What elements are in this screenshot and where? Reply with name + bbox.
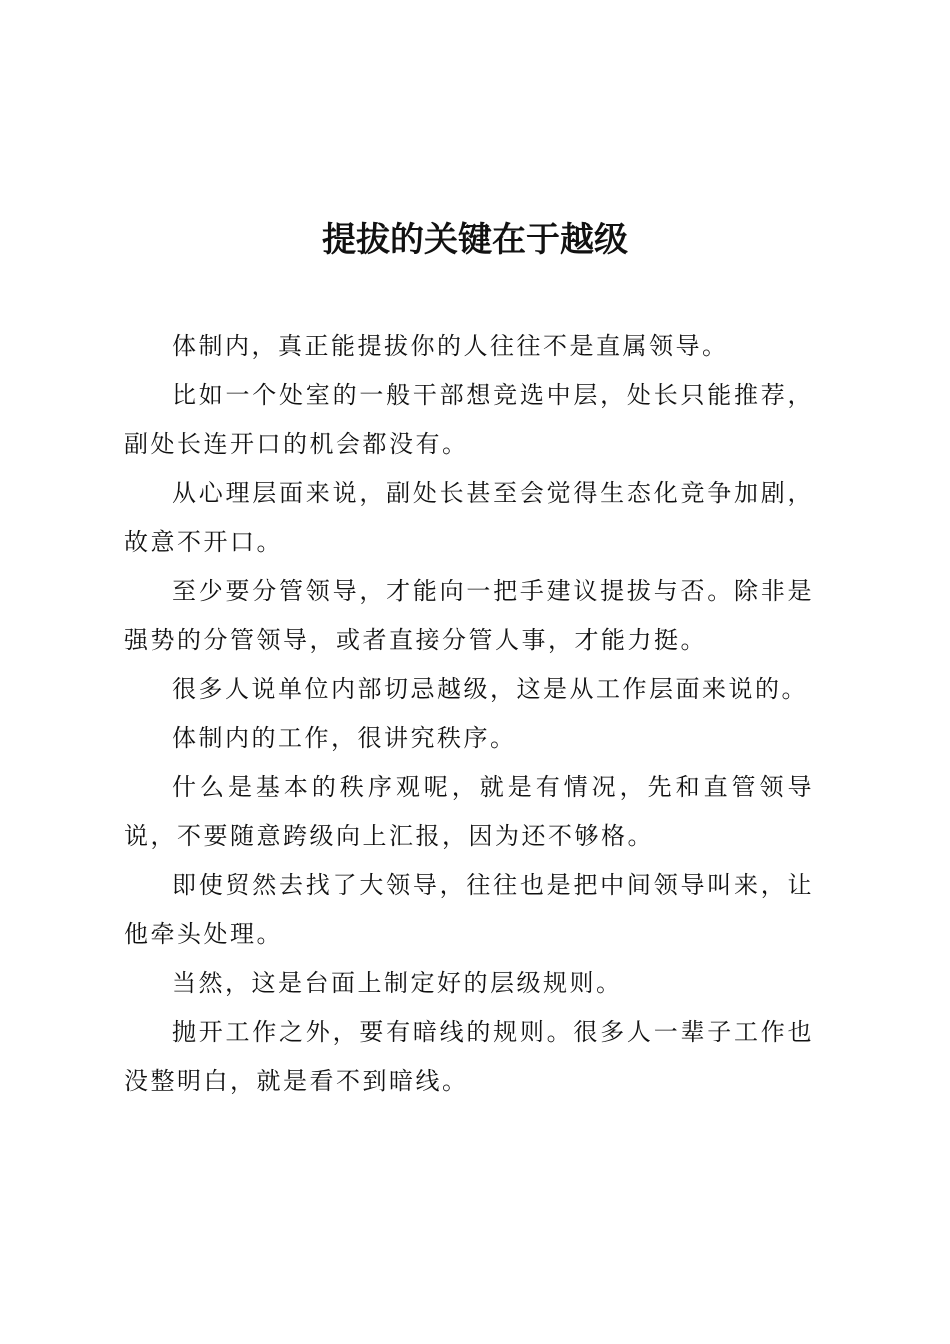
paragraph: 抛开工作之外，要有暗线的规则。很多人一辈子工作也没整明白，就是看不到暗线。 <box>124 1018 814 1095</box>
paragraph: 比如一个处室的一般干部想竞选中层，处长只能推荐，副处长连开口的机会都没有。 <box>124 381 814 458</box>
paragraph: 从心理层面来说，副处长甚至会觉得生态化竞争加剧，故意不开口。 <box>124 479 814 556</box>
paragraph: 即使贸然去找了大领导，往往也是把中间领导叫来，让他牵头处理。 <box>124 871 814 948</box>
document-body <box>124 322 814 1106</box>
paragraph: 什么是基本的秩序观呢，就是有情况，先和直管领导说，不要随意跨级向上汇报，因为还不够格。 <box>124 773 814 850</box>
paragraph: 当然，这是台面上制定好的层级规则。 <box>172 969 623 997</box>
paragraph: 至少要分管领导，才能向一把手建议提拔与否。除非是强势的分管领导，或者直接分管人事，才能力挺。 <box>124 577 814 654</box>
document-title: 提拔的关键在于越级 <box>322 220 628 260</box>
paragraph: 体制内的工作，很讲究秩序。 <box>172 724 517 752</box>
paragraph: 很多人说单位内部切忌越级，这是从工作层面来说的。 <box>172 675 808 703</box>
paragraph: 体制内，真正能提拔你的人往往不是直属领导。 <box>172 332 729 360</box>
